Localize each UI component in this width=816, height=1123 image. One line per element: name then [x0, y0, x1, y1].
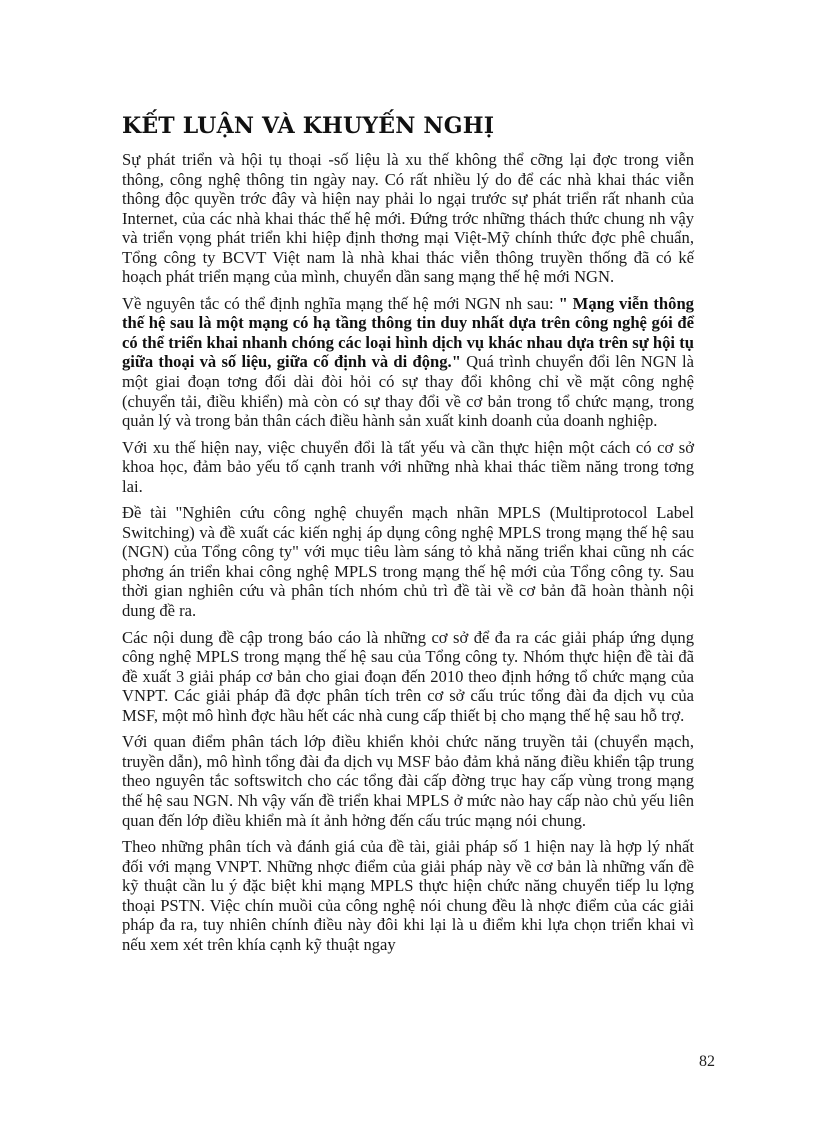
paragraph-7: Theo những phân tích và đánh giá của đề tài, giải pháp số 1 hiện nay là hợp lý nhất đối với mạng VNPT. Những nhợc điểm của giải pháp này về cơ bản là những vấn đề kỹ thuật cần lu ý đặc biệt khi mạng MPLS thực hiện chức năng chuyển tiếp lu lợng thoại PSTN. Việc chín muồi của công nghệ nói chung đều là nhợc điểm của các giải pháp đa ra, tuy nhiên chính điều này đôi khi lại là u điểm khi lựa chọn triển khai vì nếu xem xét trên khía cạnh kỹ thuật ngay	[122, 837, 694, 954]
paragraph-4: Đề tài "Nghiên cứu công nghệ chuyển mạch nhãn MPLS (Multiprotocol Label Switching) và đề xuất các kiến nghị áp dụng công nghệ MPLS trong mạng thế hệ sau (NGN) của Tổng công ty" với mục tiêu làm sáng tỏ khả năng triển khai cũng nh các phơng án triển khai công nghệ MPLS trong mạng thế hệ mới của Tổng công ty. Sau thời gian nghiên cứu và phân tích nhóm chủ trì đề tài về cơ bản đã hoàn thành nội dung đề ra.	[122, 503, 694, 621]
paragraph-2	[122, 294, 694, 431]
body-text	[122, 150, 694, 961]
paragraph-6: Với quan điểm phân tách lớp điều khiển khỏi chức năng truyền tải (chuyển mạch, truyền dẫn), mô hình tổng đài đa dịch vụ MSF bảo đảm khả năng điều khiển tập trung theo nguyên tắc softswitch cho các tổng đài cấp đờng trục hay cấp vùng trong mạng thế hệ sau NGN. Nh vậy vấn đề triển khai MPLS ở mức nào hay cấp nào chủ yếu liên quan đến lớp điều khiển mà ít ảnh hởng đến cấu trúc mạng nói chung.	[122, 732, 694, 830]
ngn-definition: " Mạng viễn thông thế hệ sau là một mạng có hạ tầng thông tin duy nhất dựa trên công nghệ gói để có thể triển khai nhanh chóng các loại hình dịch vụ khác nhau dựa trên sự hội tụ giữa thoại và số liệu, giữa cố định và di động."	[122, 293, 694, 372]
paragraph-1: Sự phát triển và hội tụ thoại -số liệu là xu thế không thể cỡng lại đợc trong viễn thông, công nghệ thông tin ngày nay. Có rất nhiều lý do để các nhà khai thác viễn thông độc quyền trớc đây và hiện nay phải lo ngại trước sự phát triển rất nhanh của Internet, của các nhà khai thác thế hệ mới. Đứng trớc những thách thức chung nh vậy và triển vọng phát triển khi hiệp định thơng mại Việt-Mỹ chính thức đợc phê chuẩn, Tổng công ty BCVT Việt nam là nhà khai thác viễn thông truyền thống đã có kế hoạch phát triển mạng của mình, chuyển dần sang mạng thế hệ mới NGN.	[122, 150, 694, 287]
paragraph-5: Các nội dung đề cập trong báo cáo là những cơ sở để đa ra các giải pháp ứng dụng công nghệ MPLS trong mạng thế hệ sau của Tổng công ty. Nhóm thực hiện đề tài đã đề xuất 3 giải pháp cơ bản cho giai đoạn đến 2010 theo định hớng tổ chức mạng của VNPT. Các giải pháp đã đợc phân tích trên cơ sở cấu trúc tổng đài đa dịch vụ của MSF, một mô hình đợc hầu hết các nhà cung cấp thiết bị cho mạng thế hệ sau hỗ trợ.	[122, 627, 694, 725]
paragraph-3: Với xu thế hiện nay, việc chuyển đổi là tất yếu và cần thực hiện một cách có cơ sở khoa học, đảm bảo yếu tố cạnh tranh với những nhà khai thác tiềm năng trong tơng lai.	[122, 437, 694, 496]
paragraph-2-intro: Về nguyên tắc có thể định nghĩa mạng thế hệ mới NGN nh sau:	[122, 293, 559, 313]
paragraph-2-rest: Quá trình chuyển đổi lên NGN là một giai đoạn tơng đối dài đòi hỏi có sự thay đổi không chỉ về mặt công nghệ (chuyển tải, điều khiển) mà còn có sự thay đổi về cơ bản trong tổ chức mạng, trong quản lý và trong bản thân cách điều hành sản xuất kinh doanh của doanh nghiệp.	[122, 352, 694, 431]
page-number: 82	[699, 1053, 715, 1070]
section-heading: KẾT LUẬN VÀ KHUYẾN NGHỊ	[122, 113, 495, 139]
